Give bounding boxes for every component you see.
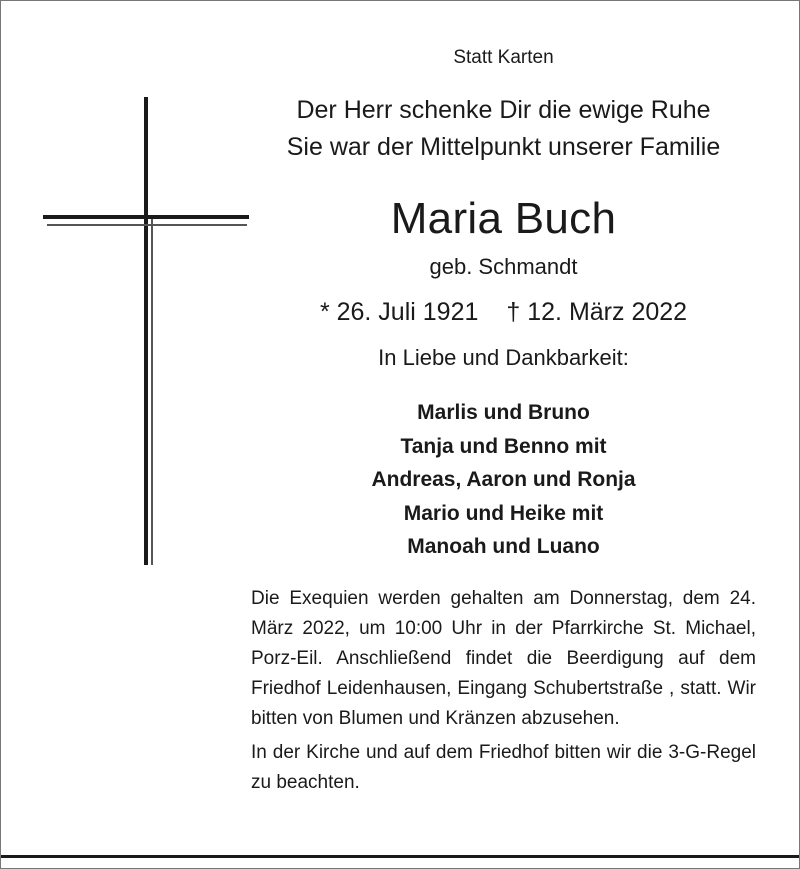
statt-karten-label: Statt Karten <box>453 47 554 68</box>
cross-icon <box>41 95 253 567</box>
mourner-line: Andreas, Aaron und Ronja <box>371 468 636 491</box>
mourner-line: Manoah und Luano <box>407 535 600 558</box>
funeral-details-paragraph: Die Exequien werden gehalten am Donnerstag, dem 24. März 2022, um 10:00 Uhr in der Pfarrkirche St. Michael, Porz-Eil. Anschließend findet die Beerdigung auf dem Friedhof Leidenhausen, Eingang Schubertstraße , statt. Wir bitten von Blumen und Kränzen abzusehen. <box>251 588 756 729</box>
mourners-list <box>251 396 756 564</box>
birth-date: * 26. Juli 1921 <box>319 298 479 326</box>
mourner-line: Mario und Heike mit <box>403 501 604 525</box>
covid-rule-paragraph: In der Kirche und auf dem Friedhof bitten wir die 3-G-Regel zu beachten. <box>251 742 756 793</box>
death-date: † 12. März 2022 <box>506 298 688 326</box>
maiden-name: geb. Schmandt <box>429 254 578 279</box>
life-dates <box>251 298 756 327</box>
dedication-line: In Liebe und Dankbarkeit: <box>378 345 629 370</box>
mourner-line: Marlis und Bruno <box>417 401 590 424</box>
mourner-line: Tanja und Benno mit <box>400 434 607 458</box>
verse-line-1: Der Herr schenke Dir die ewige Ruhe <box>296 96 711 124</box>
bottom-rule <box>1 855 799 858</box>
deceased-name: Maria Buch <box>390 194 617 243</box>
verse-line-2: Sie war der Mittelpunkt unserer Familie <box>286 133 721 161</box>
funeral-notice-text <box>251 584 756 798</box>
